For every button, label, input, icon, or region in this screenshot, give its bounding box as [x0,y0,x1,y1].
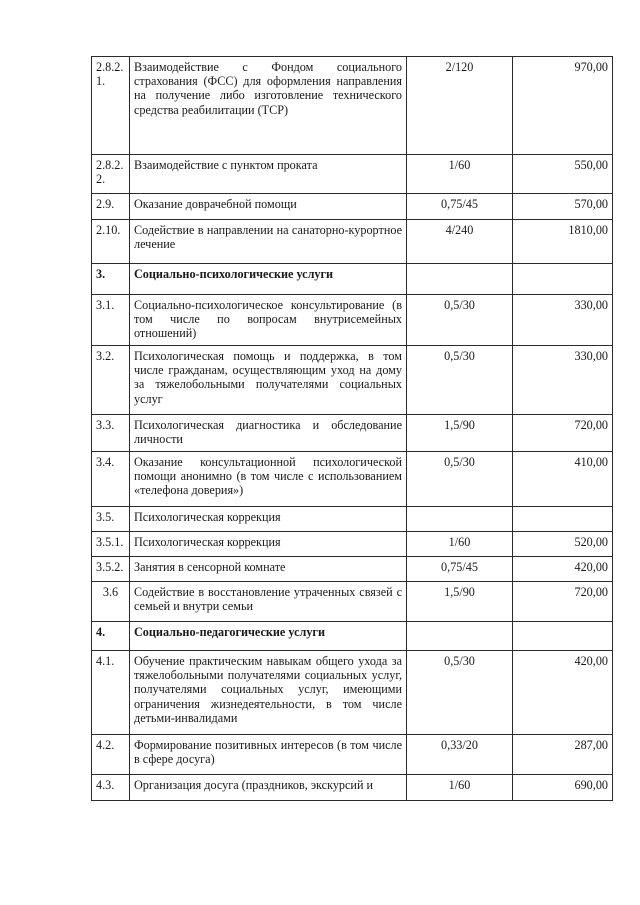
table-row [92,582,613,622]
time-norm-cell: 1,5/90 [407,582,513,622]
table-row [92,557,613,582]
services-table [91,56,613,801]
services-table-body [92,57,613,801]
table-row [92,507,613,532]
time-norm-cell: 1/60 [407,532,513,557]
service-name-cell: Социально-психологические услуги [130,264,407,295]
service-name-cell: Психологическая диагностика и обследование личности [130,415,407,452]
service-number-cell: 4.1. [92,651,130,735]
price-cell: 720,00 [513,415,613,452]
service-name-cell: Социально-психологическое консультирование (в том числе по вопросам внутрисемейных отношений) [130,295,407,346]
time-norm-cell: 0,33/20 [407,735,513,775]
price-cell: 420,00 [513,651,613,735]
time-norm-cell: 0,5/30 [407,651,513,735]
service-number-cell: 3. [92,264,130,295]
time-norm-cell: 1/60 [407,775,513,801]
table-row [92,220,613,264]
price-cell: 287,00 [513,735,613,775]
service-number-cell: 2.8.2. 1. [92,57,130,155]
time-norm-cell: 0,5/30 [407,295,513,346]
price-cell: 1810,00 [513,220,613,264]
service-name-cell: Содействие в направлении на санаторно-курортное лечение [130,220,407,264]
service-name-cell: Психологическая помощь и поддержка, в том числе гражданам, осуществляющим уход на дому за тяжелобольными получателями социальных услуг [130,346,407,415]
service-name-cell: Социально-педагогические услуги [130,622,407,651]
table-row [92,57,613,155]
price-cell: 520,00 [513,532,613,557]
service-number-cell: 3.2. [92,346,130,415]
service-number-cell: 3.4. [92,452,130,507]
service-number-cell: 3.5. [92,507,130,532]
service-name-cell: Организация досуга (праздников, экскурсий и [130,775,407,801]
time-norm-cell: 0,75/45 [407,194,513,220]
time-norm-cell: 2/120 [407,57,513,155]
price-cell: 690,00 [513,775,613,801]
price-cell [513,622,613,651]
time-norm-cell: 1/60 [407,155,513,194]
table-row [92,346,613,415]
service-number-cell: 2.10. [92,220,130,264]
table-row [92,532,613,557]
service-number-cell: 3.5.1. [92,532,130,557]
service-name-cell: Занятия в сенсорной комнате [130,557,407,582]
time-norm-cell: 0,5/30 [407,452,513,507]
price-cell: 570,00 [513,194,613,220]
service-name-cell: Психологическая коррекция [130,507,407,532]
service-number-cell: 4. [92,622,130,651]
service-name-cell: Взаимодействие с пунктом проката [130,155,407,194]
service-name-cell: Содействие в восстановление утраченных связей с семьей и внутри семьи [130,582,407,622]
service-name-cell: Обучение практическим навыкам общего ухода за тяжелобольными получателями социальных услуг, получателями социальных услуг, имеющими ограничения жизнедеятельности, в том числе детьми-инвалидами [130,651,407,735]
price-cell: 330,00 [513,295,613,346]
price-cell: 970,00 [513,57,613,155]
table-row [92,651,613,735]
price-cell [513,507,613,532]
table-row [92,415,613,452]
time-norm-cell [407,507,513,532]
price-cell: 410,00 [513,452,613,507]
time-norm-cell: 1,5/90 [407,415,513,452]
time-norm-cell [407,264,513,295]
service-number-cell: 2.8.2. 2. [92,155,130,194]
price-cell: 550,00 [513,155,613,194]
time-norm-cell: 0,75/45 [407,557,513,582]
table-row [92,452,613,507]
service-number-cell: 3.5.2. [92,557,130,582]
table-row [92,155,613,194]
service-number-cell: 3.3. [92,415,130,452]
table-row [92,295,613,346]
table-row [92,775,613,801]
service-name-cell: Формирование позитивных интересов (в том числе в сфере досуга) [130,735,407,775]
service-name-cell: Оказание доврачебной помощи [130,194,407,220]
price-cell: 420,00 [513,557,613,582]
time-norm-cell [407,622,513,651]
service-number-cell: 3.6 [92,582,130,622]
section-row [92,264,613,295]
time-norm-cell: 0,5/30 [407,346,513,415]
price-cell: 720,00 [513,582,613,622]
time-norm-cell: 4/240 [407,220,513,264]
service-number-cell: 4.2. [92,735,130,775]
service-number-cell: 4.3. [92,775,130,801]
table-row [92,735,613,775]
service-name-cell: Взаимодействие с Фондом социального страхования (ФСС) для оформления направления на получение либо изготовление технического средства реабилитации (ТСР) [130,57,407,155]
service-number-cell: 2.9. [92,194,130,220]
service-name-cell: Психологическая коррекция [130,532,407,557]
section-row [92,622,613,651]
table-row [92,194,613,220]
service-number-cell: 3.1. [92,295,130,346]
service-name-cell: Оказание консультационной психологической помощи анонимно (в том числе с использованием «телефона доверия») [130,452,407,507]
price-cell [513,264,613,295]
price-cell: 330,00 [513,346,613,415]
